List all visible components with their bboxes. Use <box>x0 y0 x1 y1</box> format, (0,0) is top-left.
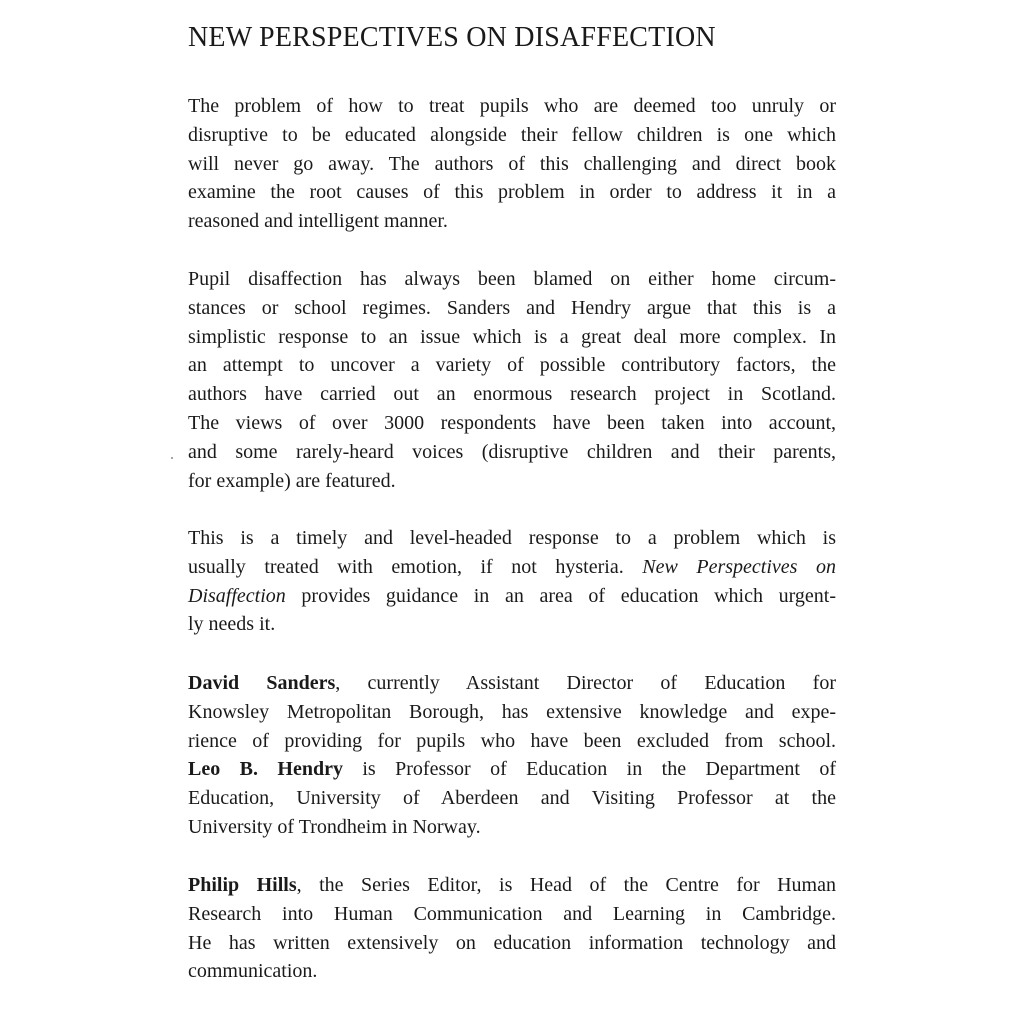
text-line: and some rarely-heard voices (disruptive children and their parents, <box>188 440 836 463</box>
blurb-paragraph-1 <box>188 92 836 236</box>
text-line: reasoned and intelligent manner. <box>188 210 448 233</box>
text-line: University of Trondheim in Norway. <box>188 815 481 838</box>
text-line: rience of providing for pupils who have been excluded from school. <box>188 729 836 752</box>
document-page <box>188 0 836 1024</box>
author-name: David Sanders <box>188 672 336 694</box>
editor-name: Philip Hills <box>188 874 297 896</box>
text-line: Knowsley Metropolitan Borough, has extensive knowledge and expe- <box>188 700 836 723</box>
text-line <box>188 582 836 611</box>
text-line: The problem of how to treat pupils who are deemed too unruly or <box>188 95 836 117</box>
text-line: stances or school regimes. Sanders and Hendry argue that this is a <box>188 296 836 319</box>
text-line: simplistic response to an issue which is a great deal more complex. In <box>188 325 836 348</box>
text-run: , currently Assistant Director of Education for <box>335 672 836 694</box>
text-line <box>188 871 836 900</box>
text-line: The views of over 3000 respondents have been taken into account, <box>188 411 836 434</box>
text-run: is Professor of Education in the Department of <box>342 758 836 781</box>
text-line <box>188 669 836 698</box>
text-run: usually treated with emotion, if not hysteria. <box>188 555 643 578</box>
text-line: disruptive to be educated alongside their fellow children is one which <box>188 123 836 146</box>
text-line: an attempt to uncover a variety of possible contributory factors, the <box>188 354 836 377</box>
text-line <box>188 553 836 582</box>
blurb-paragraph-2 <box>188 265 836 495</box>
page-title: NEW PERSPECTIVES ON DISAFFECTION <box>188 22 716 53</box>
text-line: Education, University of Aberdeen and Visiting Professor at the <box>188 787 836 810</box>
text-line: for example) are featured. <box>188 469 396 492</box>
blurb-paragraph-3 <box>188 524 836 639</box>
authors-paragraph <box>188 669 836 842</box>
text-line: Pupil disaffection has always been blamed on either home circum- <box>188 268 836 290</box>
scan-speck <box>171 457 173 459</box>
text-line: ly needs it. <box>188 613 276 636</box>
text-run: provides guidance in an area of education which urgent- <box>285 584 836 607</box>
book-title-italic: Disaffection <box>188 584 286 607</box>
text-line: communication. <box>188 960 318 983</box>
editor-paragraph <box>188 871 836 986</box>
text-line: Research into Human Communication and Learning in Cambridge. <box>188 902 836 925</box>
text-line: will never go away. The authors of this challenging and direct book <box>188 152 836 175</box>
text-line: He has written extensively on education information technology and <box>188 931 836 954</box>
text-line <box>188 755 836 784</box>
author-name: Leo B. Hendry <box>188 758 343 781</box>
text-line: This is a timely and level-headed response to a problem which is <box>188 527 836 549</box>
text-line: examine the root causes of this problem in order to address it in a <box>188 181 836 204</box>
text-line: authors have carried out an enormous research project in Scotland. <box>188 383 836 406</box>
book-title-italic: New Perspectives on <box>642 555 836 578</box>
text-run: , the Series Editor, is Head of the Centre for Human <box>296 874 836 896</box>
